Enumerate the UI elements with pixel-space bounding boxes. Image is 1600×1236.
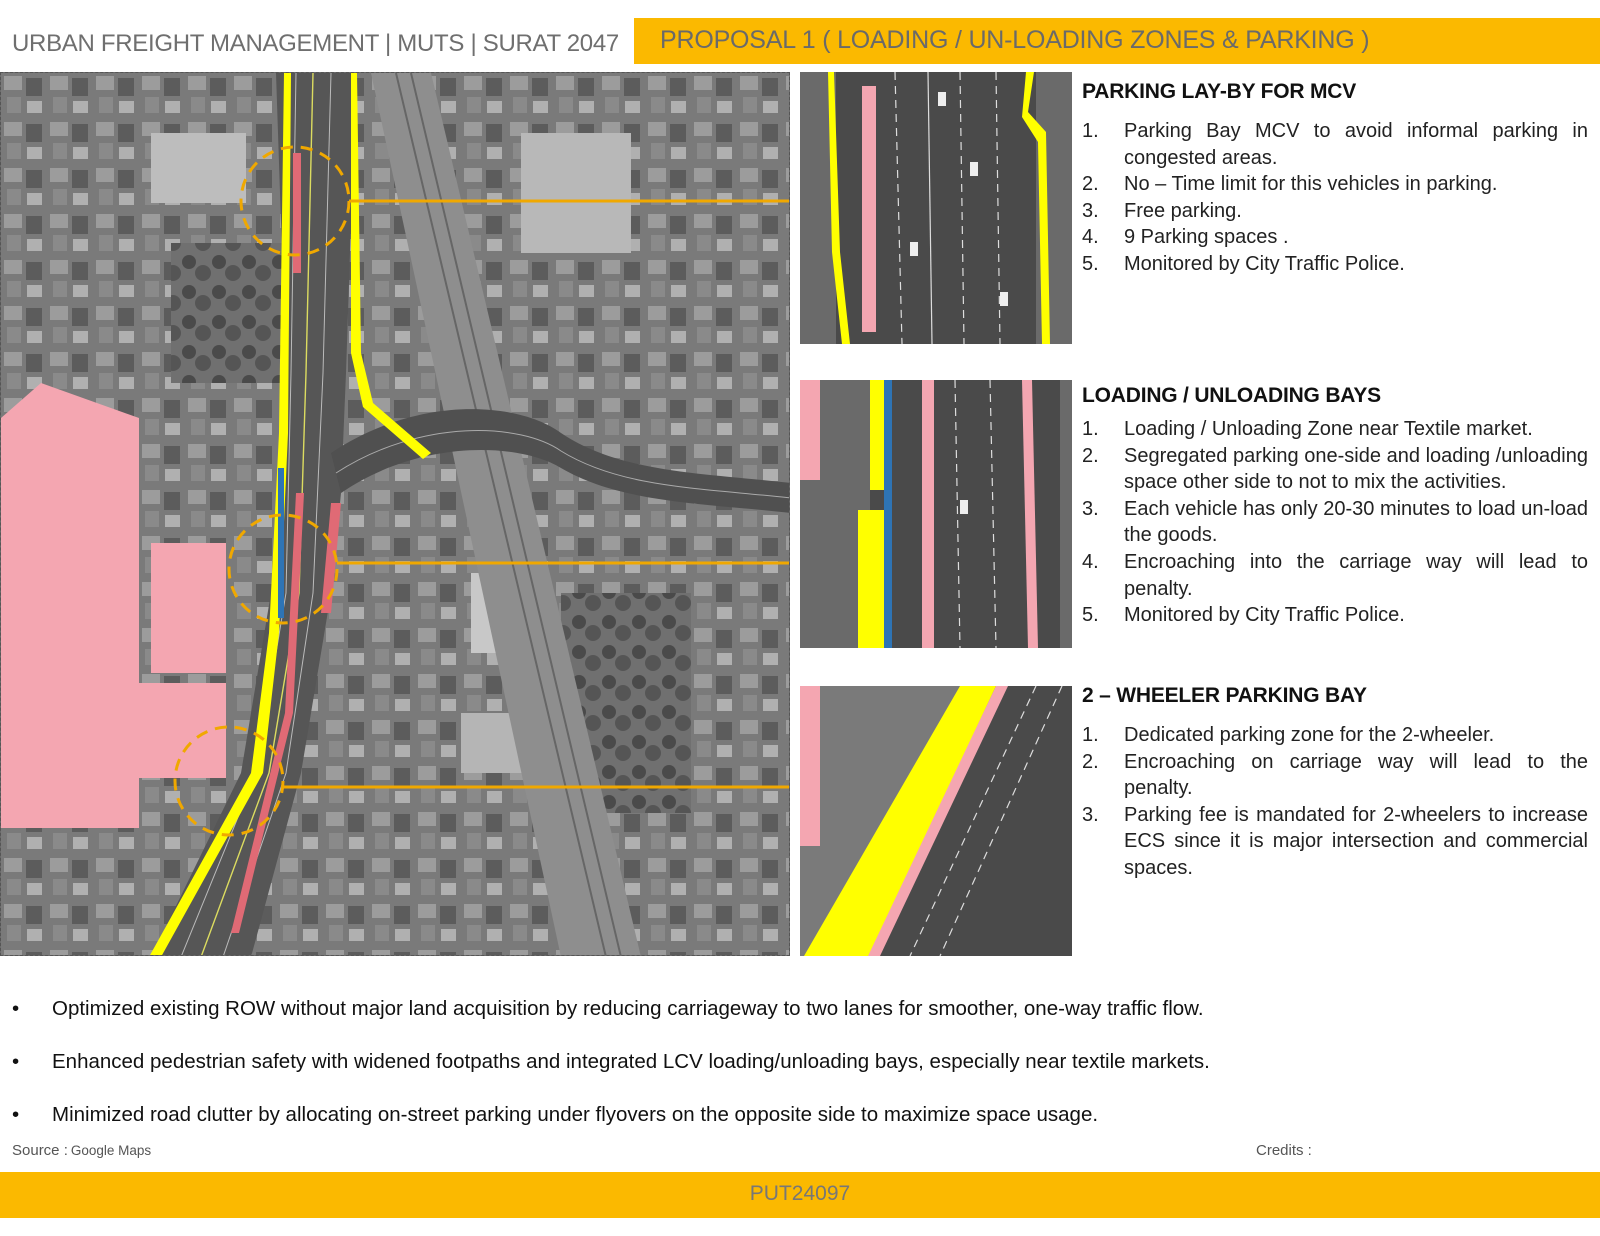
list-item: 2. Encroaching on carriage way will lead to the penalty.: [1082, 750, 1588, 800]
list-item: 5. Monitored by City Traffic Police.: [1082, 604, 1405, 627]
section-list: [1082, 722, 1588, 882]
section-heading: PARKING LAY-BY FOR MCV: [1082, 80, 1357, 103]
section-list: [1082, 416, 1588, 629]
list-item: 1. Parking Bay MCV to avoid informal parking in congested areas.: [1082, 120, 1588, 169]
section-heading: 2 – WHEELER PARKING BAY: [1082, 684, 1367, 707]
page-title: URBAN FREIGHT MANAGEMENT | MUTS | SURAT 2047: [12, 30, 619, 57]
bullet-item: • Minimized road clutter by allocating on-street parking under flyovers on the opposite side to maximize space usage.: [12, 1103, 1099, 1126]
section-two-wheeler-bay: [1082, 684, 1588, 882]
section-list: [1082, 118, 1588, 278]
aerial-map: [0, 72, 790, 956]
summary-bullets: [12, 996, 1572, 1155]
proposal-banner: [634, 18, 1600, 64]
section-parking-lay-by: [1082, 80, 1588, 278]
aerial-map-graphic: [1, 73, 790, 956]
list-item: 1. Dedicated parking zone for the 2-wheeler.: [1082, 724, 1495, 746]
inset-parking-lay-by: [800, 72, 1072, 344]
list-item: 1. Loading / Unloading Zone near Textile market.: [1082, 418, 1533, 440]
section-loading-bays: [1082, 384, 1588, 629]
inset-parking-lay-by-graphic: [800, 72, 1072, 344]
inset-two-wheeler-bay: [800, 686, 1072, 956]
bullet-item: • Optimized existing ROW without major land acquisition by reducing carriageway to two lanes for smoother, one-way traffic flow.: [12, 997, 1204, 1020]
source-note: Source : Google Maps: [12, 1142, 152, 1159]
inset-loading-bays-graphic: [800, 380, 1072, 648]
section-heading: LOADING / UNLOADING BAYS: [1082, 384, 1381, 407]
proposal-title: PROPOSAL 1 ( LOADING / UN-LOADING ZONES & PARKING ): [660, 26, 1370, 54]
inset-two-wheeler-bay-graphic: [800, 686, 1072, 956]
footer-code: PUT24097: [749, 1182, 851, 1205]
list-item: 2. No – Time limit for this vehicles in parking.: [1082, 173, 1498, 196]
credits-note: Credits :: [1256, 1142, 1312, 1159]
list-item: 3. Each vehicle has only 20-30 minutes to load un-load the goods.: [1082, 497, 1588, 547]
list-item: 4. Encroaching into the carriage way will lead to penalty.: [1082, 550, 1588, 600]
list-item: 2. Segregated parking one-side and loading /unloading space other side to not to mix the activities.: [1082, 444, 1588, 494]
list-item: 5. Monitored by City Traffic Police.: [1082, 252, 1405, 275]
inset-loading-bays: [800, 380, 1072, 648]
footer-bar: [0, 1172, 1600, 1218]
list-item: 4. 9 Parking spaces .: [1082, 226, 1289, 249]
bullet-item: • Enhanced pedestrian safety with widened footpaths and integrated LCV loading/unloading bays, especially near textile markets.: [12, 1050, 1210, 1073]
list-item: 3. Parking fee is mandated for 2-wheelers to increase ECS since it is major intersection and commercial spaces.: [1082, 803, 1588, 879]
list-item: 3. Free parking.: [1082, 199, 1242, 222]
